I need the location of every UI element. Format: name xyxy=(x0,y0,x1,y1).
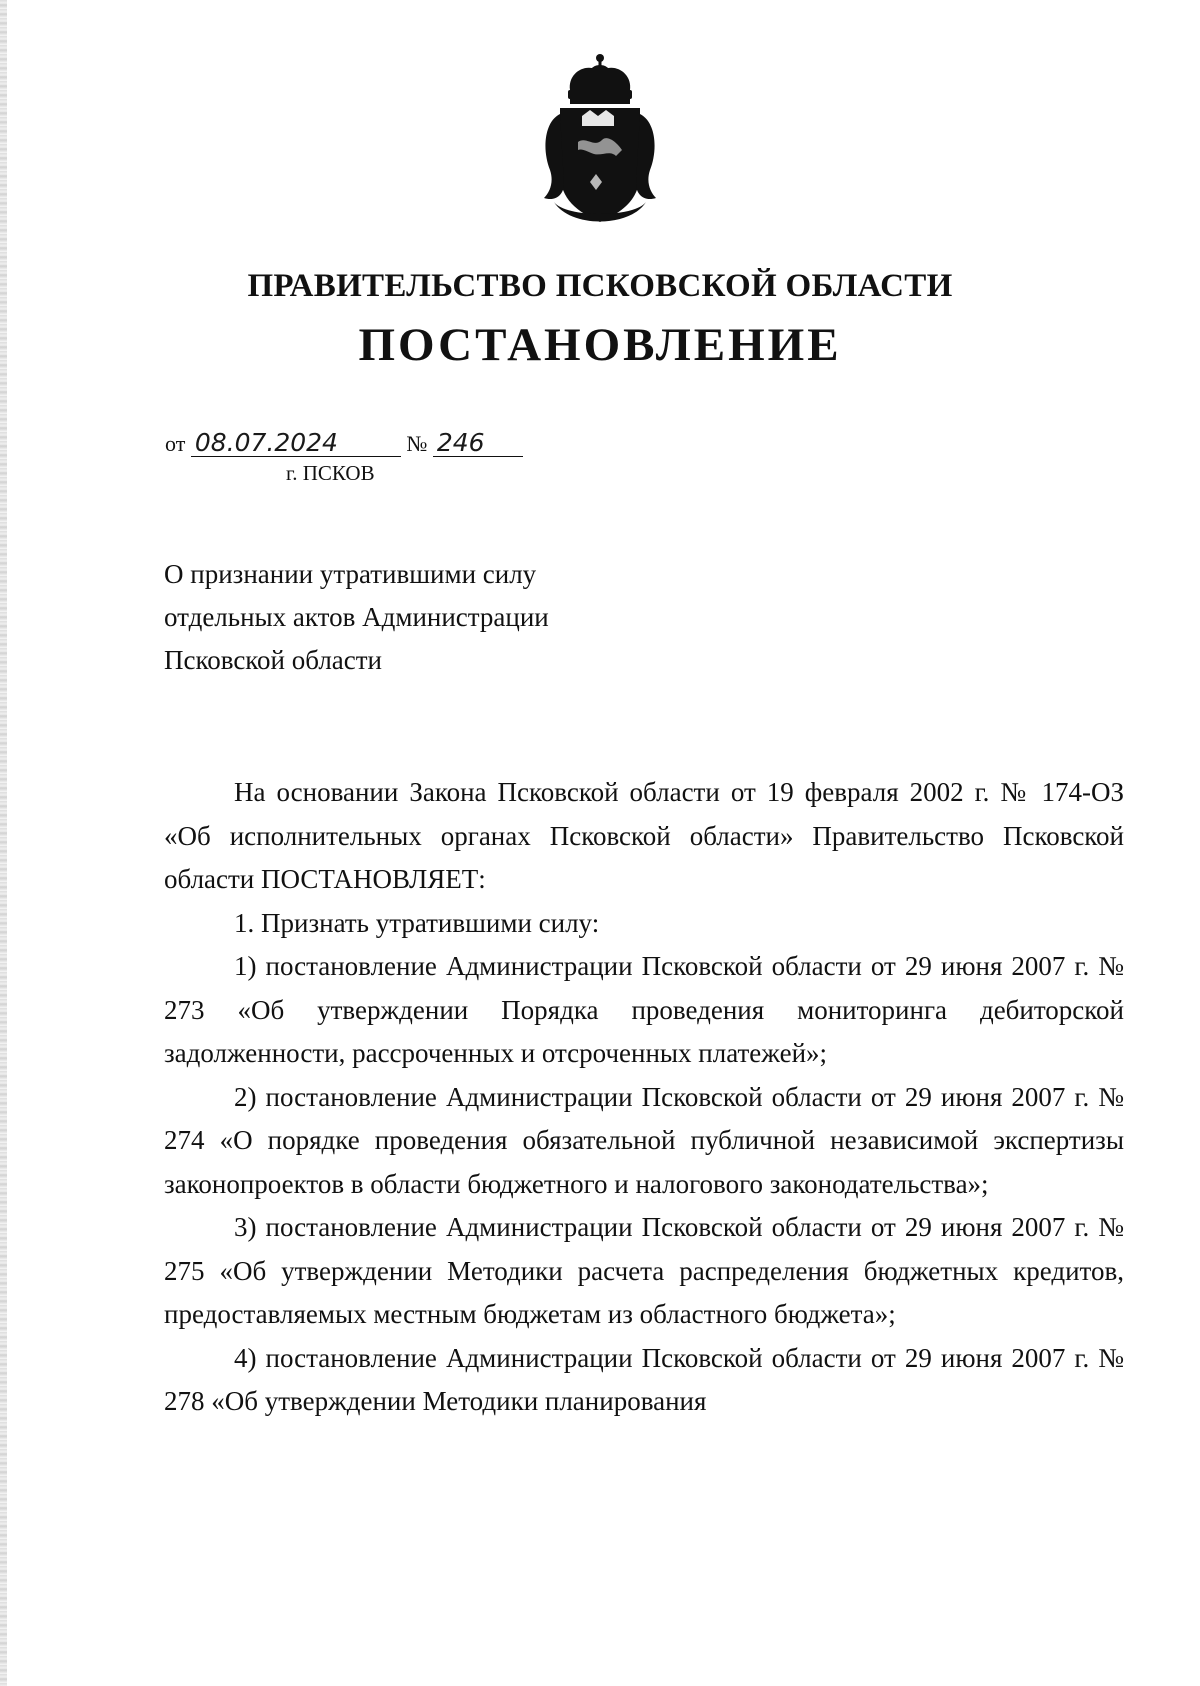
document-subject xyxy=(164,553,634,682)
date-prefix: от xyxy=(165,431,186,456)
document-body xyxy=(164,771,1124,1424)
subject-line: О признании утратившими силу xyxy=(164,559,537,589)
coat-of-arms-emblem xyxy=(530,52,670,237)
subject-line: отдельных актов Администрации xyxy=(164,602,549,632)
subject-line: Псковской области xyxy=(164,645,383,675)
number-prefix: № xyxy=(406,431,428,456)
handwritten-date: 08.07.2024 xyxy=(191,430,401,457)
preamble-paragraph: На основании Закона Псковской области от 19 февраля 2002 г. № 174-ОЗ «Об исполнительных органах Псковской области» Правительство Псковской области ПОСТАНОВЛЯЕТ: xyxy=(164,777,1124,894)
list-item: 1) постановление Администрации Псковской области от 29 июня 2007 г. № 273 «Об утверждении Порядка проведения мониторинга дебиторской задолженности, рассроченных и отсроченных платежей»; xyxy=(164,951,1124,1068)
document-type-title: ПОСТАНОВЛЕНИЕ xyxy=(358,319,842,371)
list-item: 3) постановление Администрации Псковской области от 29 июня 2007 г. № 275 «Об утверждении Методики расчета распределения бюджетных кредитов, предоставляемых местным бюджетам из областного бюджета»; xyxy=(164,1212,1124,1329)
handwritten-number: 246 xyxy=(433,430,523,457)
list-item: 2) постановление Администрации Псковской области от 29 июня 2007 г. № 274 «О порядке проведения обязательной публичной независимой экспертизы законопроектов в области бюджетного и налогового законодательства»; xyxy=(164,1081,1124,1199)
date-number-line xyxy=(165,430,523,457)
scan-edge-artifact xyxy=(0,0,7,1686)
point-paragraph: 1. Признать утратившими силу: xyxy=(234,907,600,938)
list-item: 4) постановление Администрации Псковской области от 29 июня 2007 г. № 278 «Об утверждении Методики планирования xyxy=(164,1342,1124,1416)
city-label: г. ПСКОВ xyxy=(286,461,375,485)
organization-title: ПРАВИТЕЛЬСТВО ПСКОВСКОЙ ОБЛАСТИ xyxy=(247,268,953,304)
